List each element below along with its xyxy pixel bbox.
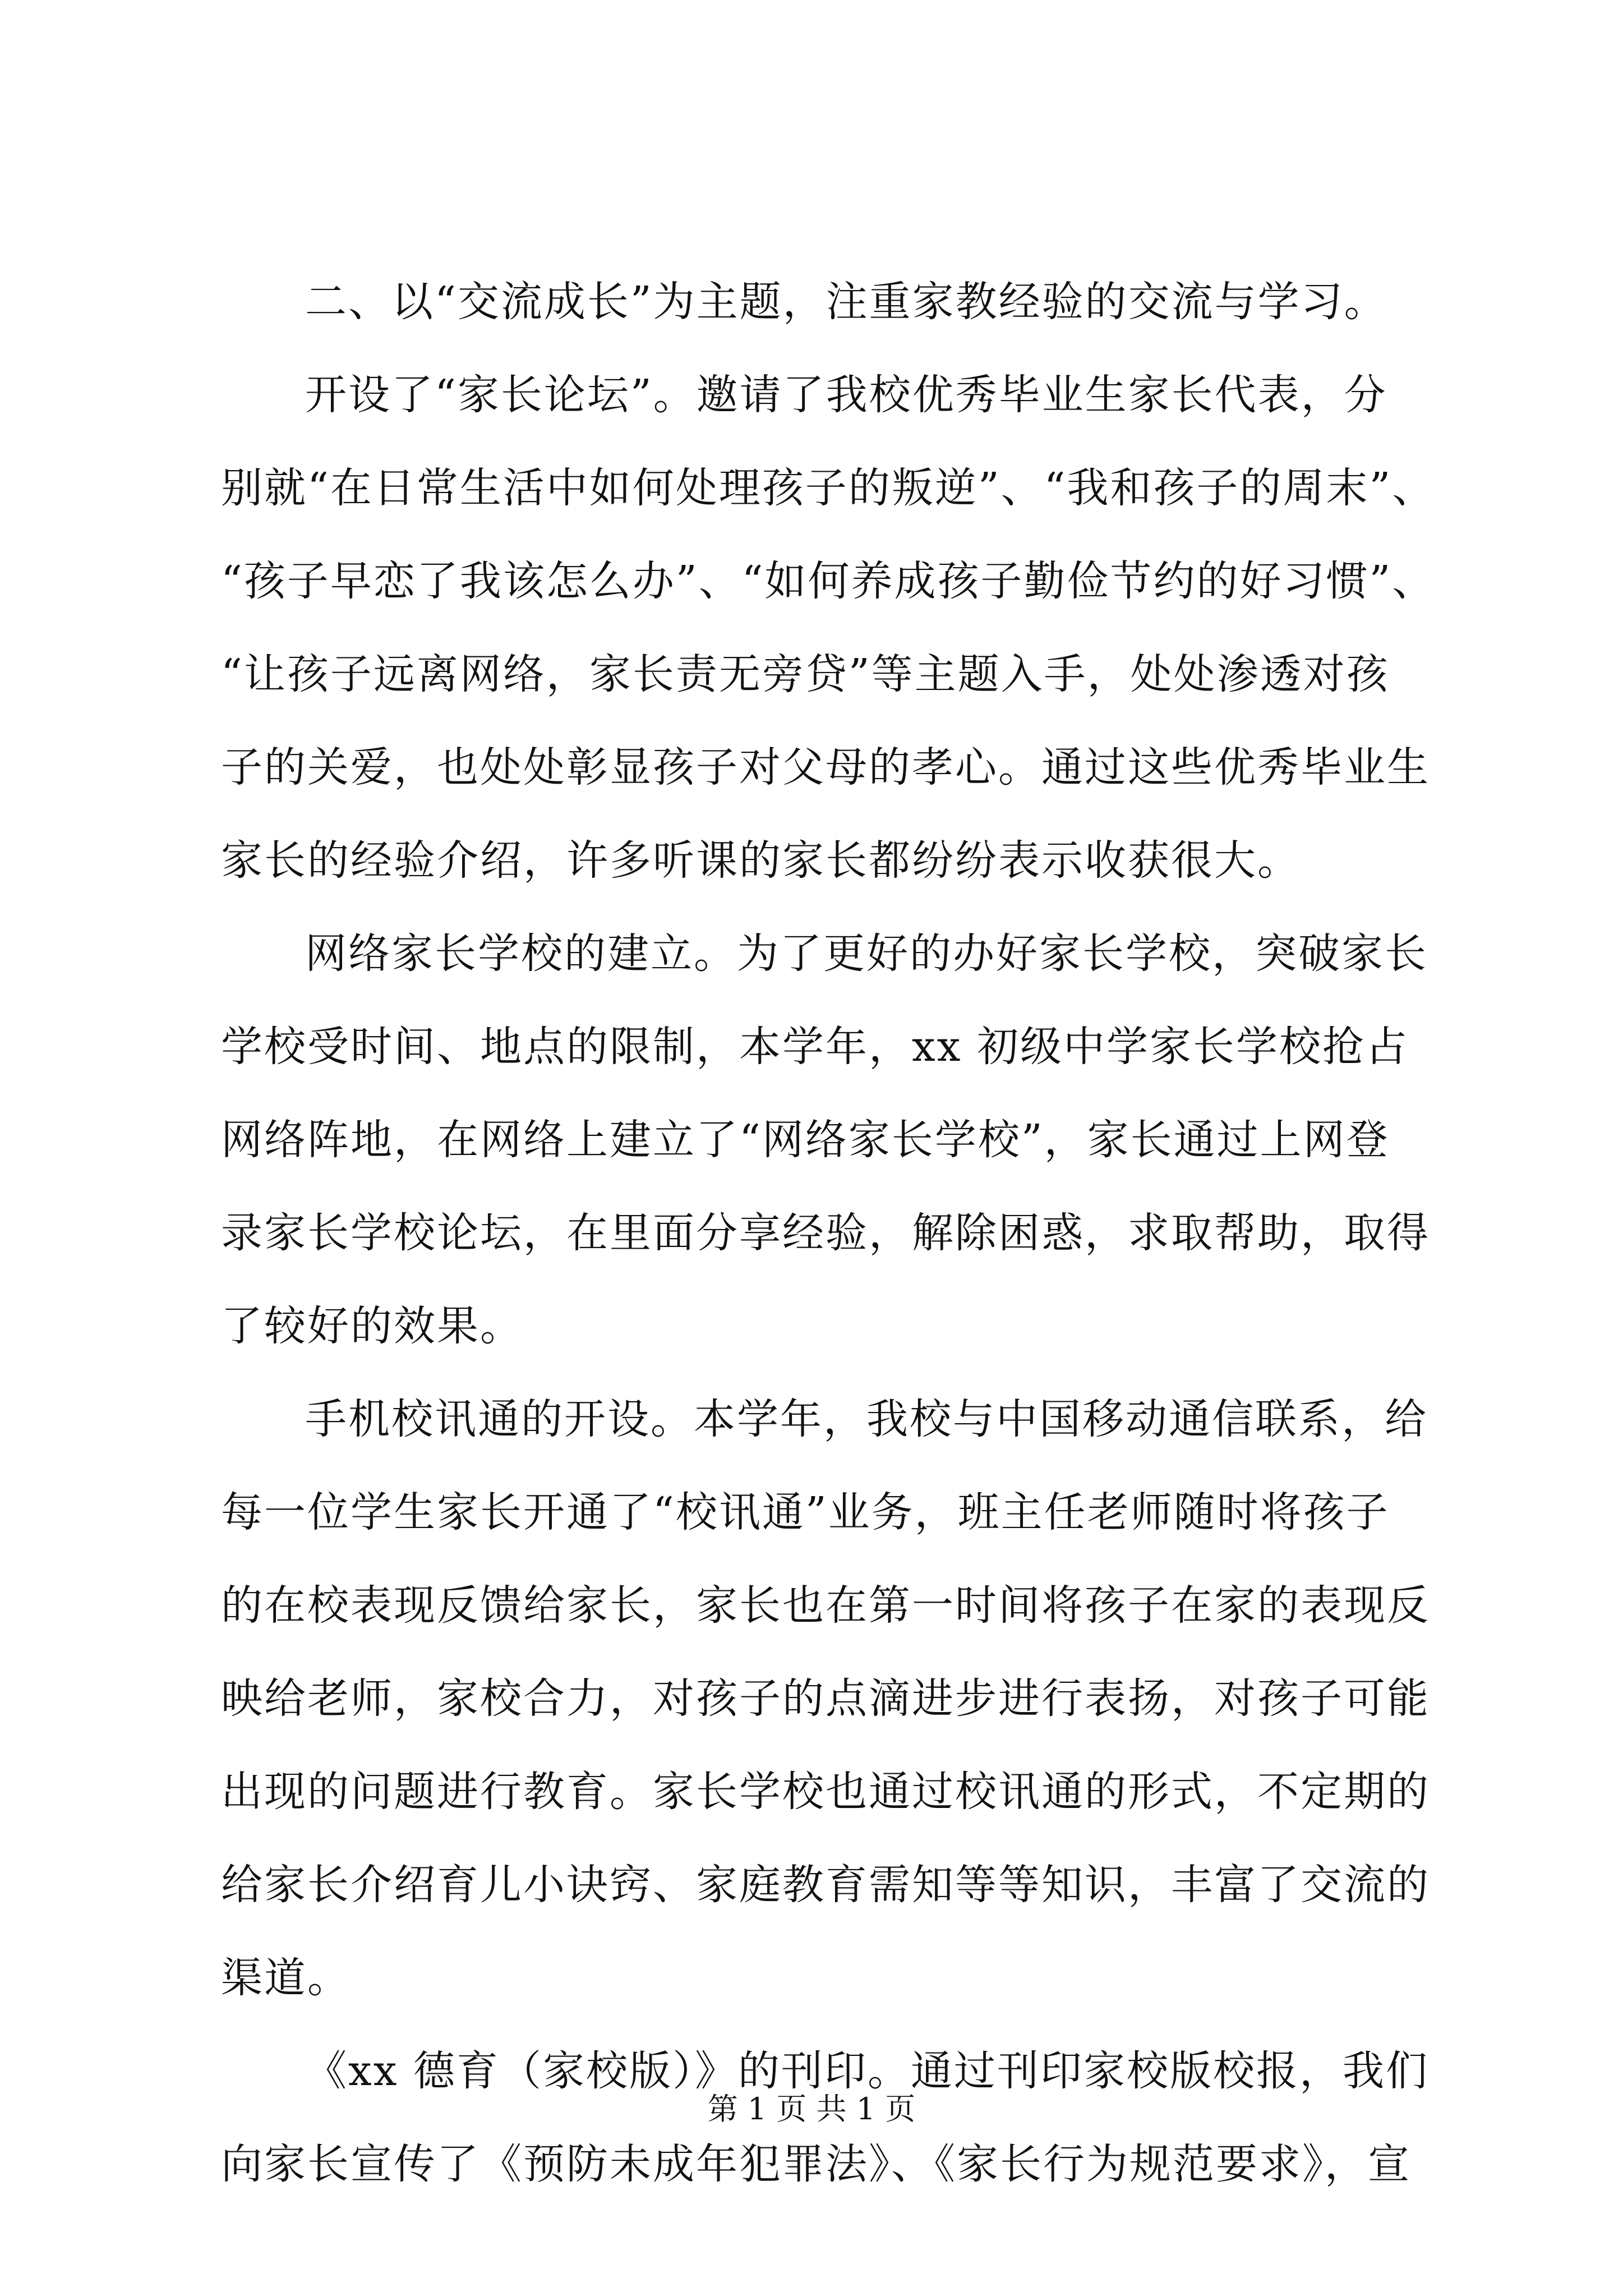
- paragraph-line: 映给老师，家校合力，对孩子的点滴进步进行表扬，对孩子可能: [221, 1674, 1430, 1723]
- paragraph-line: “孩子早恋了我该怎么办”、“如何养成孩子勤俭节约的好习惯”、: [221, 557, 1436, 605]
- section-heading: 二、以“交流成长”为主题，注重家教经验的交流与学习。: [305, 278, 1387, 326]
- paragraph-line: 开设了“家长论坛”。邀请了我校优秀毕业生家长代表，分: [305, 371, 1387, 419]
- document-body: [221, 255, 1436, 2211]
- paragraph-line: 给家长介绍育儿小诀窍、家庭教育需知等等知识，丰富了交流的: [221, 1861, 1430, 1909]
- page-number-footer: 第 1 页 共 1 页: [707, 2091, 916, 2127]
- paragraph-line: 《xx 德育（家校版）》的刊印。通过刊印家校版校报，我们: [305, 2047, 1429, 2095]
- paragraph-line: 网络家长学校的建立。为了更好的办好家长学校，突破家长: [305, 930, 1428, 978]
- paragraph-line: 了较好的效果。: [221, 1302, 523, 1350]
- paragraph-line: 向家长宣传了《预防未成年犯罪法》、《家长行为规范要求》，宣: [221, 2140, 1411, 2188]
- paragraph-line: 手机校讯通的开设。本学年，我校与中国移动通信联系，给: [305, 1395, 1428, 1443]
- paragraph-line: 渠道。: [221, 1954, 351, 2002]
- paragraph-line: 学校受时间、地点的限制，本学年，xx 初级中学家长学校抢占: [221, 1023, 1409, 1071]
- paragraph-line: “让孩子远离网络，家长责无旁贷”等主题入手，处处渗透对孩: [221, 650, 1390, 698]
- paragraph-line: 出现的问题进行教育。家长学校也通过校讯通的形式，不定期的: [221, 1768, 1430, 1816]
- paragraph-line: 网络阵地，在网络上建立了“网络家长学校”，家长通过上网登: [221, 1116, 1390, 1164]
- paragraph-line: 录家长学校论坛，在里面分享经验，解除困惑，求取帮助，取得: [221, 1209, 1430, 1257]
- paragraph-line: 家长的经验介绍，许多听课的家长都纷纷表示收获很大。: [221, 836, 1301, 885]
- paragraph-line: 别就“在日常生活中如何处理孩子的叛逆”、“我和孩子的周末”、: [221, 464, 1436, 512]
- paragraph-line: 每一位学生家长开通了“校讯通”业务，班主任老师随时将孩子: [221, 1488, 1390, 1536]
- paragraph-line: 的在校表现反馈给家长，家长也在第一时间将孩子在家的表现反: [221, 1581, 1430, 1630]
- paragraph-line: 子的关爱，也处处彰显孩子对父母的孝心。通过这些优秀毕业生: [221, 743, 1430, 792]
